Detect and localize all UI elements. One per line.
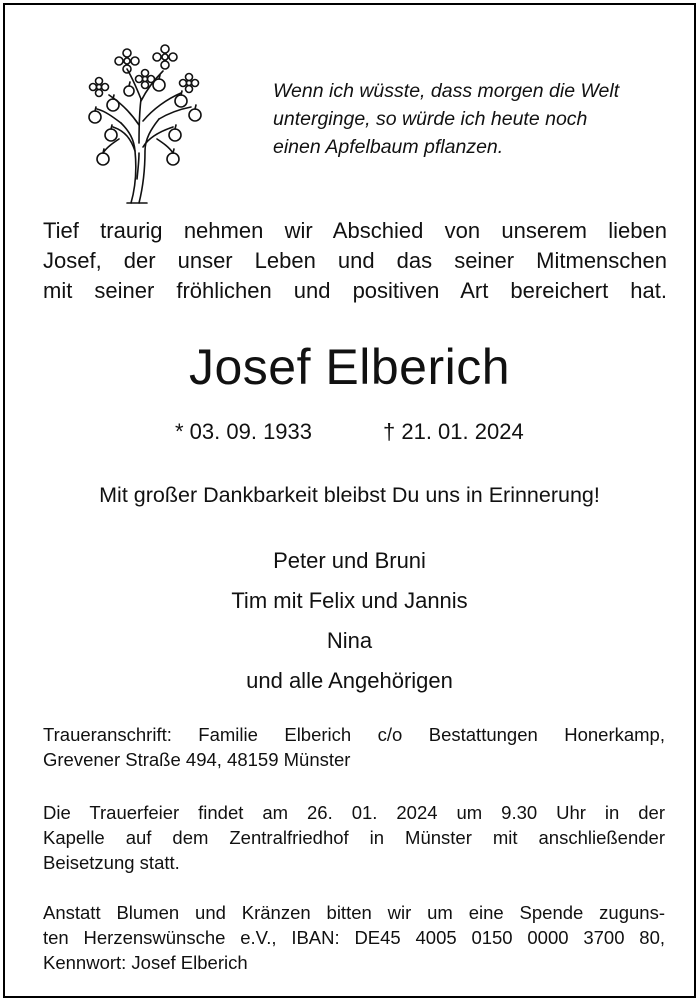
deceased-name: Josef Elberich [188,339,511,395]
obituary-notice [3,3,696,998]
intro-line: Josef, der unser Leben und das seiner Mitmenschen [43,248,667,273]
intro-text [43,216,667,306]
address-line: Grevener Straße 494, 48159 Münster [43,749,351,770]
ceremony-info [43,800,665,875]
mourning-address [43,722,665,772]
donation-info [43,900,665,975]
motto: Mit großer Dankbarkeit bleibst Du uns in Erinnerung! [99,483,600,507]
address-line: Traueranschrift: Familie Elberich c/o Bestattungen Honerkamp, [43,724,665,745]
quote-line: unterginge, so würde ich heute noch [273,108,588,130]
quote-line: Wenn ich wüsste, dass morgen die Welt [273,80,620,102]
donation-line: Kennwort: Josef Elberich [43,952,248,973]
ceremony-line: Die Trauerfeier findet am 26. 01. 2024 um 9.30 Uhr in der [43,802,665,823]
quote [273,77,665,161]
mourners-list [5,541,694,701]
birth-date: * 03. 09. 1933 [175,419,313,444]
quote-line: einen Apfelbaum pflanzen. [273,136,504,158]
intro-line: Tief traurig nehmen wir Abschied von unserem lieben [43,218,667,243]
death-date: † 21. 01. 2024 [383,419,524,444]
apple-tree-icon [77,39,213,205]
donation-line: Anstatt Blumen und Kränzen bitten wir um eine Spende zuguns- [43,902,665,923]
mourner: Peter und Bruni [273,548,426,573]
mourner: Nina [326,628,373,653]
mourner: Tim mit Felix und Jannis [231,588,468,613]
donation-line: ten Herzenswünsche e.V., IBAN: DE45 4005 0150 0000 3700 80, [43,927,665,948]
ceremony-line: Kapelle auf dem Zentralfriedhof in Münster mit anschließender [43,827,665,848]
intro-line: mit seiner fröhlichen und positiven Art bereichert hat. [43,278,667,303]
ceremony-line: Beisetzung statt. [43,852,180,873]
mourner: und alle Angehörigen [246,668,453,693]
